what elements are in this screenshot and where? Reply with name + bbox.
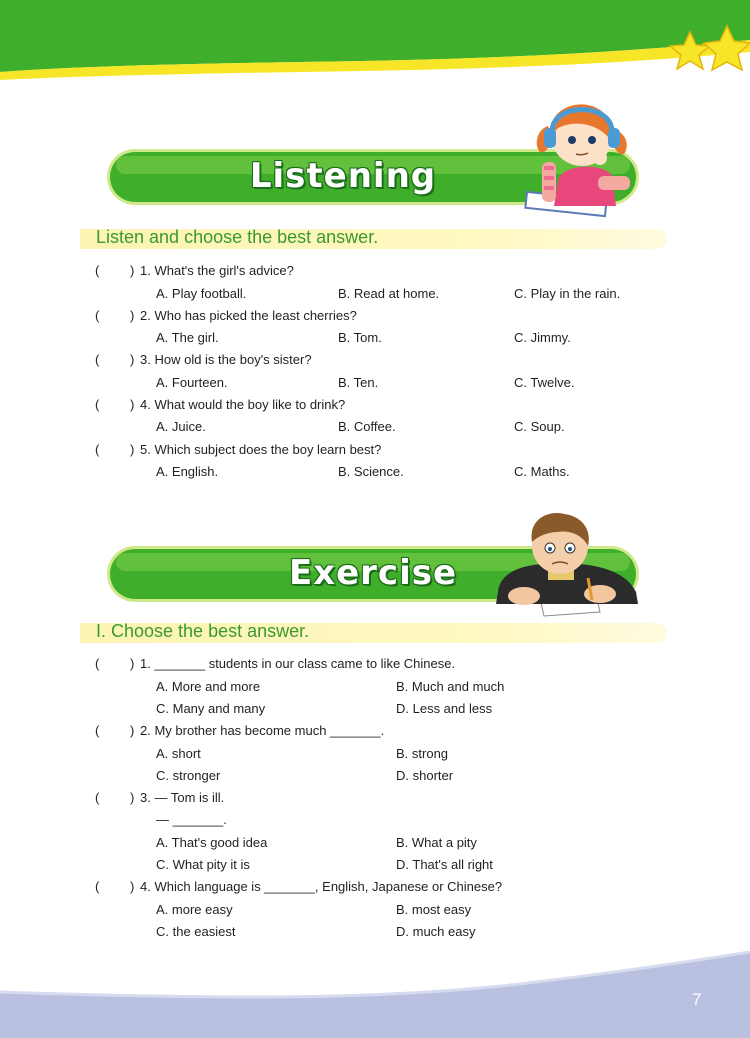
answer-paren-open: ( (95, 397, 100, 412)
answer-paren-open: ( (95, 442, 100, 457)
option-b: B. What a pity (396, 835, 477, 850)
question-text: Which subject does the boy learn best? (154, 442, 382, 457)
listening-instruction: Listen and choose the best answer. (96, 227, 379, 247)
option-b: B. Tom. (338, 330, 382, 345)
answer-paren-open: ( (95, 352, 100, 367)
question-text: My brother has become much _______. (154, 723, 385, 738)
question-text-line2: — _______. (156, 812, 227, 827)
option-a: A. That's good idea (156, 835, 268, 850)
option-c: C. What pity it is (156, 857, 250, 872)
answer-paren-close: ) (130, 790, 135, 805)
answer-paren-close: ) (130, 442, 135, 457)
listening-title: Listening (249, 156, 437, 196)
question-number: 1. (140, 656, 151, 671)
option-d: D. shorter (396, 768, 454, 783)
option-c: C. Soup. (514, 419, 565, 434)
option-a: A. The girl. (156, 330, 219, 345)
question-text: Which language is _______, English, Japanese or Chinese? (154, 879, 503, 894)
option-d: D. Less and less (396, 701, 493, 716)
answer-paren-close: ) (130, 308, 135, 323)
top-header-decoration (0, 0, 750, 90)
option-b: B. Science. (338, 464, 404, 479)
answer-paren-open: ( (95, 790, 100, 805)
answer-paren-open: ( (95, 879, 100, 894)
option-c: C. Twelve. (514, 375, 575, 390)
option-c: C. the easiest (156, 924, 236, 939)
question-number: 3. (140, 352, 151, 367)
question-number: 2. (140, 308, 151, 323)
option-b: B. Much and much (396, 679, 505, 694)
exercise-instruction: I. Choose the best answer. (96, 621, 310, 641)
option-a: A. Juice. (156, 419, 206, 434)
listening-instruction-bar (80, 229, 667, 249)
exercise-instruction-bar (80, 623, 667, 643)
answer-paren-close: ) (130, 352, 135, 367)
question-text: Who has picked the least cherries? (154, 308, 357, 323)
option-a: A. More and more (156, 679, 261, 694)
option-a: A. Fourteen. (156, 375, 228, 390)
answer-paren-close: ) (130, 263, 135, 278)
option-c: C. Maths. (514, 464, 570, 479)
option-b: B. Read at home. (338, 286, 440, 301)
answer-paren-open: ( (95, 656, 100, 671)
question-number: 2. (140, 723, 151, 738)
option-a: A. short (156, 746, 201, 761)
answer-paren-close: ) (130, 656, 135, 671)
option-a: A. Play football. (156, 286, 247, 301)
bottom-footer-decoration (0, 940, 750, 1038)
answer-paren-close: ) (130, 879, 135, 894)
question-number: 1. (140, 263, 151, 278)
question-text: — Tom is ill. (154, 790, 225, 805)
option-c: C. stronger (156, 768, 221, 783)
option-a: A. English. (156, 464, 219, 479)
question-text: What would the boy like to drink? (154, 397, 346, 412)
exercise-title: Exercise (288, 553, 458, 593)
answer-paren-close: ) (130, 397, 135, 412)
option-d: D. That's all right (396, 857, 493, 872)
answer-paren-close: ) (130, 723, 135, 738)
answer-paren-open: ( (95, 308, 100, 323)
question-text: What's the girl's advice? (154, 263, 294, 278)
option-d: D. much easy (396, 924, 476, 939)
question-number: 4. (140, 879, 151, 894)
question-text: How old is the boy's sister? (154, 352, 312, 367)
option-c: C. Many and many (156, 701, 266, 716)
option-c: C. Play in the rain. (514, 286, 621, 301)
answer-paren-open: ( (95, 723, 100, 738)
option-b: B. strong (396, 746, 449, 761)
option-b: B. Coffee. (338, 419, 396, 434)
option-b: B. most easy (396, 902, 472, 917)
question-number: 3. (140, 790, 151, 805)
question-number: 5. (140, 442, 151, 457)
option-b: B. Ten. (338, 375, 379, 390)
question-text: _______ students in our class came to like Chinese. (154, 656, 456, 671)
answer-paren-open: ( (95, 263, 100, 278)
option-a: A. more easy (156, 902, 233, 917)
question-number: 4. (140, 397, 151, 412)
option-c: C. Jimmy. (514, 330, 571, 345)
boy-writing-illustration (488, 508, 648, 618)
page-number: 7 (692, 990, 702, 1009)
girl-headphones-illustration (518, 92, 646, 218)
